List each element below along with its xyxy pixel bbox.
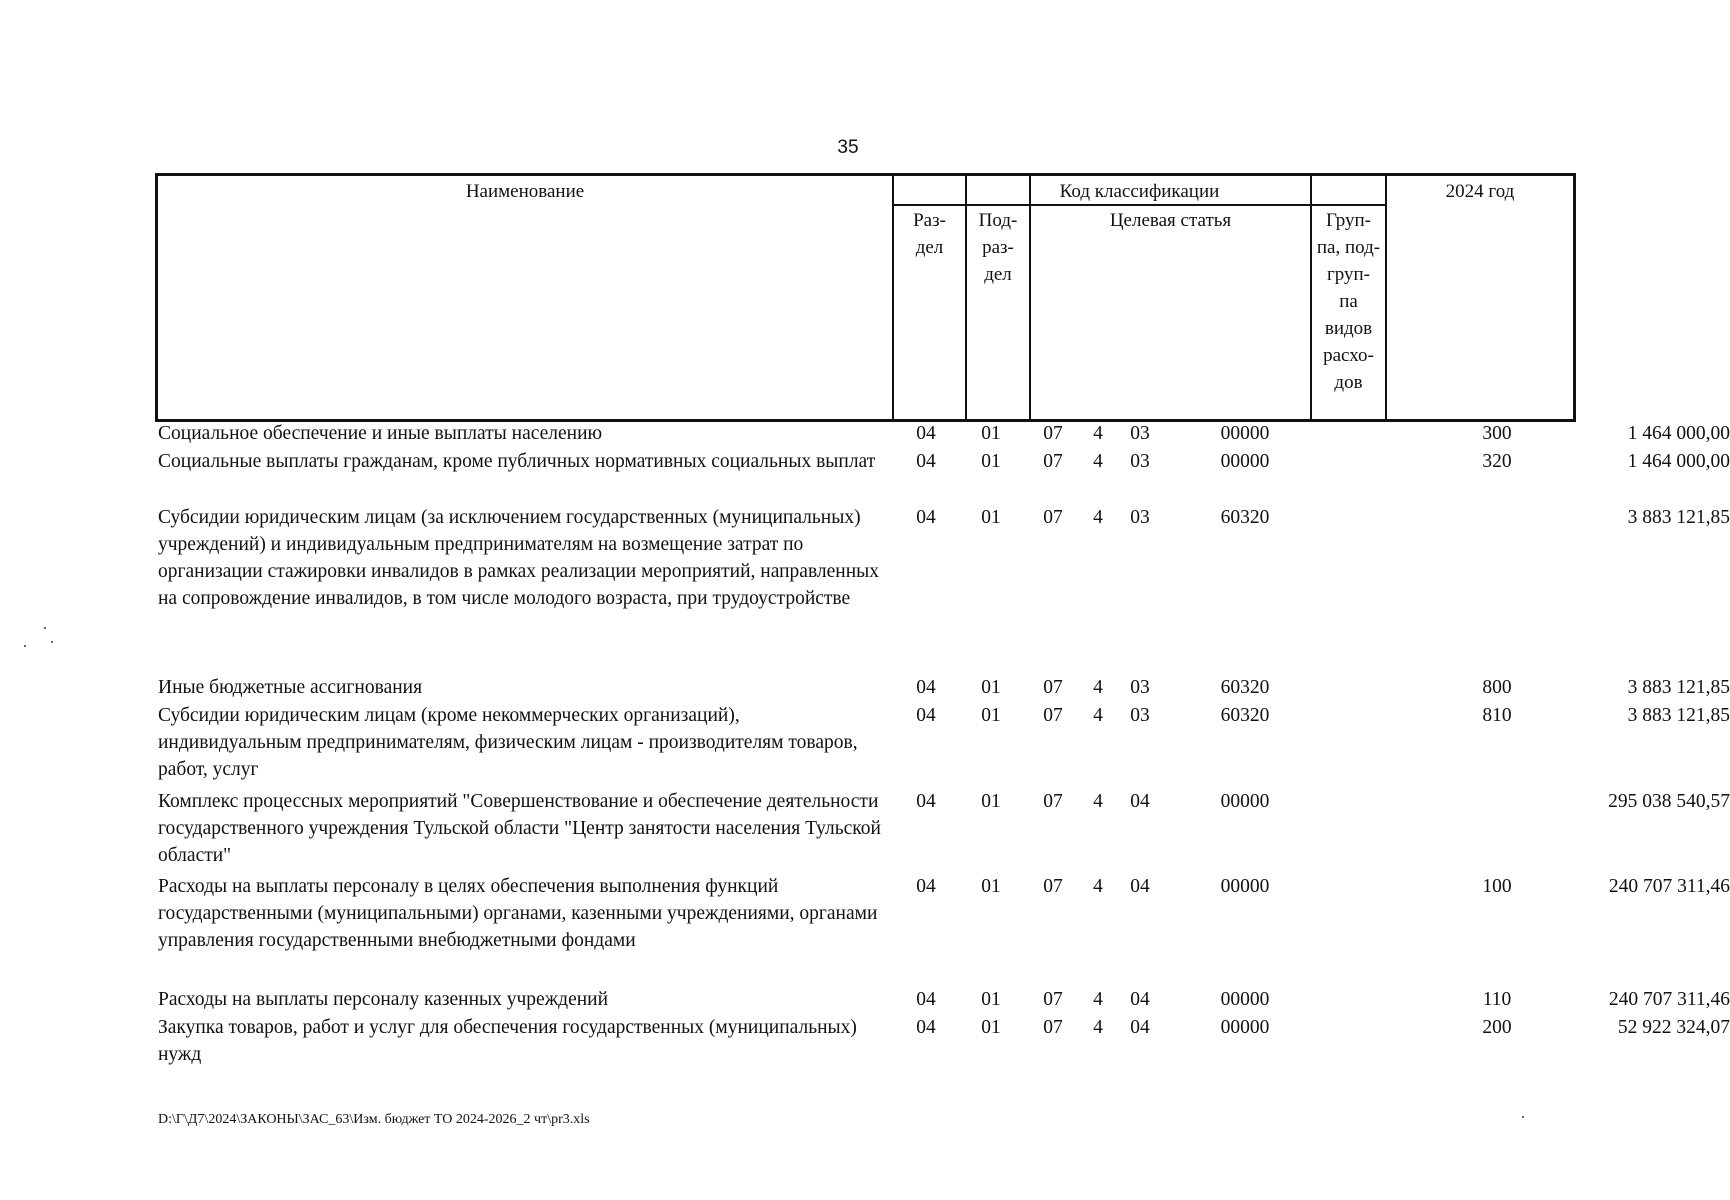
row-amount: 1 464 000,00 <box>1627 451 1730 472</box>
row-razdel: 04 <box>916 705 936 726</box>
row-podrazdel: 01 <box>981 423 1001 444</box>
row-podrazdel: 01 <box>981 677 1001 698</box>
row-target-direction: 00000 <box>1220 1017 1270 1038</box>
row-target-type: 4 <box>1093 677 1103 698</box>
row-target-type: 4 <box>1093 507 1103 528</box>
row-target-type: 4 <box>1093 876 1103 897</box>
row-name: Субсидии юридическим лицам (за исключением государственных (муниципальных) учреждений) и индивидуальным предпринимателям на возмещение затрат по организации стажировки инвалидов в рамках реализации мероприятий, направленных на сопровождение инвалидов, в том числе молодого возраста, при трудоустройстве <box>158 507 880 609</box>
row-razdel: 04 <box>916 677 936 698</box>
row-podrazdel: 01 <box>981 507 1001 528</box>
row-target-direction: 60320 <box>1220 705 1270 726</box>
row-amount: 1 464 000,00 <box>1627 423 1730 444</box>
row-target-direction: 00000 <box>1220 791 1270 812</box>
row-target-type: 4 <box>1093 1017 1103 1038</box>
row-podrazdel: 01 <box>981 989 1001 1010</box>
table-header <box>155 173 1576 422</box>
scan-speck <box>1522 1116 1524 1118</box>
row-amount: 3 883 121,85 <box>1627 677 1730 698</box>
row-amount: 295 038 540,57 <box>1608 791 1730 812</box>
row-target-complex: 04 <box>1130 791 1150 812</box>
row-expense-type: 810 <box>1482 705 1512 726</box>
row-name: Закупка товаров, работ и услуг для обеспечения государственных (муниципальных) нужд <box>158 1017 857 1065</box>
row-target-type: 4 <box>1093 451 1103 472</box>
row-name: Социальное обеспечение и иные выплаты населению <box>158 423 603 444</box>
row-target-complex: 03 <box>1130 451 1150 472</box>
table-row <box>155 420 1730 448</box>
row-expense-type: 320 <box>1482 451 1512 472</box>
row-razdel: 04 <box>916 876 936 897</box>
row-amount: 52 922 324,07 <box>1617 1017 1730 1038</box>
row-target-complex: 03 <box>1130 423 1150 444</box>
row-name: Субсидии юридическим лицам (кроме некоммерческих организаций), индивидуальным предпринимателям, физическим лицам - производителям товаров, работ, услуг <box>158 705 858 780</box>
page-number: 35 <box>837 137 859 158</box>
row-podrazdel: 01 <box>981 1017 1001 1038</box>
row-target-direction: 00000 <box>1220 423 1270 444</box>
row-target-type: 4 <box>1093 423 1103 444</box>
row-target-direction: 60320 <box>1220 677 1270 698</box>
row-expense-type: 800 <box>1482 677 1512 698</box>
table-row <box>155 674 1730 702</box>
row-target-complex: 03 <box>1130 507 1150 528</box>
table-row <box>155 873 1730 986</box>
row-target-program: 07 <box>1043 989 1063 1010</box>
row-name: Комплекс процессных мероприятий "Совершенствование и обеспечение деятельности государственного учреждения Тульской области "Центр занятости населения Тульской области" <box>158 791 881 866</box>
row-target-program: 07 <box>1043 423 1063 444</box>
row-razdel: 04 <box>916 451 936 472</box>
row-target-complex: 03 <box>1130 705 1150 726</box>
row-target-program: 07 <box>1043 705 1063 726</box>
row-razdel: 04 <box>916 1017 936 1038</box>
scan-speck <box>24 645 26 647</box>
row-name: Расходы на выплаты персоналу казенных учреждений <box>158 989 609 1010</box>
row-target-program: 07 <box>1043 677 1063 698</box>
table-row <box>155 504 1730 674</box>
row-target-type: 4 <box>1093 791 1103 812</box>
row-target-direction: 00000 <box>1220 989 1270 1010</box>
header-year: 2024 год <box>1445 181 1515 202</box>
row-target-program: 07 <box>1043 876 1063 897</box>
row-amount: 3 883 121,85 <box>1627 507 1730 528</box>
row-name: Расходы на выплаты персоналу в целях обеспечения выполнения функций государственными (муниципальными) органами, казенными учреждениями, органами управления государственными внебюджетными фондами <box>158 876 878 951</box>
row-razdel: 04 <box>916 423 936 444</box>
row-amount: 3 883 121,85 <box>1627 705 1730 726</box>
row-expense-type: 100 <box>1482 876 1512 897</box>
row-target-program: 07 <box>1043 791 1063 812</box>
row-target-complex: 04 <box>1130 876 1150 897</box>
header-vr: Груп- па, под- груп- па видов расхо- дов <box>1316 210 1381 393</box>
header-target: Целевая статья <box>1109 210 1232 231</box>
header-code-group: Код классификации <box>1059 181 1220 202</box>
row-expense-type: 300 <box>1482 423 1512 444</box>
row-target-direction: 00000 <box>1220 451 1270 472</box>
row-podrazdel: 01 <box>981 876 1001 897</box>
row-podrazdel: 01 <box>981 791 1001 812</box>
table-row <box>155 986 1730 1014</box>
row-razdel: 04 <box>916 791 936 812</box>
header-podrazdel: Под- раз- дел <box>978 210 1018 285</box>
scan-speck <box>51 641 53 643</box>
row-podrazdel: 01 <box>981 451 1001 472</box>
file-path-footer: D:\Г\Д7\2024\ЗАКОНЫ\ЗАС_63\Изм. бюджет ТО 2024-2026_2 чт\pr3.xls <box>158 1112 590 1127</box>
row-amount: 240 707 311,46 <box>1608 876 1730 897</box>
row-target-type: 4 <box>1093 989 1103 1010</box>
row-expense-type: 110 <box>1482 989 1512 1010</box>
header-divider <box>1385 176 1387 419</box>
table-row <box>155 702 1730 788</box>
row-amount: 240 707 311,46 <box>1608 989 1730 1010</box>
row-target-program: 07 <box>1043 507 1063 528</box>
row-razdel: 04 <box>916 989 936 1010</box>
row-target-complex: 04 <box>1130 989 1150 1010</box>
row-target-program: 07 <box>1043 451 1063 472</box>
row-target-type: 4 <box>1093 705 1103 726</box>
row-name: Социальные выплаты гражданам, кроме публичных нормативных социальных выплат <box>158 451 876 472</box>
row-target-complex: 04 <box>1130 1017 1150 1038</box>
row-target-direction: 00000 <box>1220 876 1270 897</box>
row-name: Иные бюджетные ассигнования <box>158 677 423 698</box>
table-row <box>155 788 1730 873</box>
table-body <box>155 420 1730 1070</box>
row-expense-type: 200 <box>1482 1017 1512 1038</box>
table-row <box>155 448 1730 504</box>
scan-speck <box>44 627 46 629</box>
row-target-program: 07 <box>1043 1017 1063 1038</box>
row-razdel: 04 <box>916 507 936 528</box>
table-row <box>155 1014 1730 1070</box>
row-podrazdel: 01 <box>981 705 1001 726</box>
row-target-complex: 03 <box>1130 677 1150 698</box>
header-razdel: Раз- дел <box>913 210 946 258</box>
row-target-direction: 60320 <box>1220 507 1270 528</box>
header-name: Наименование <box>465 181 585 202</box>
